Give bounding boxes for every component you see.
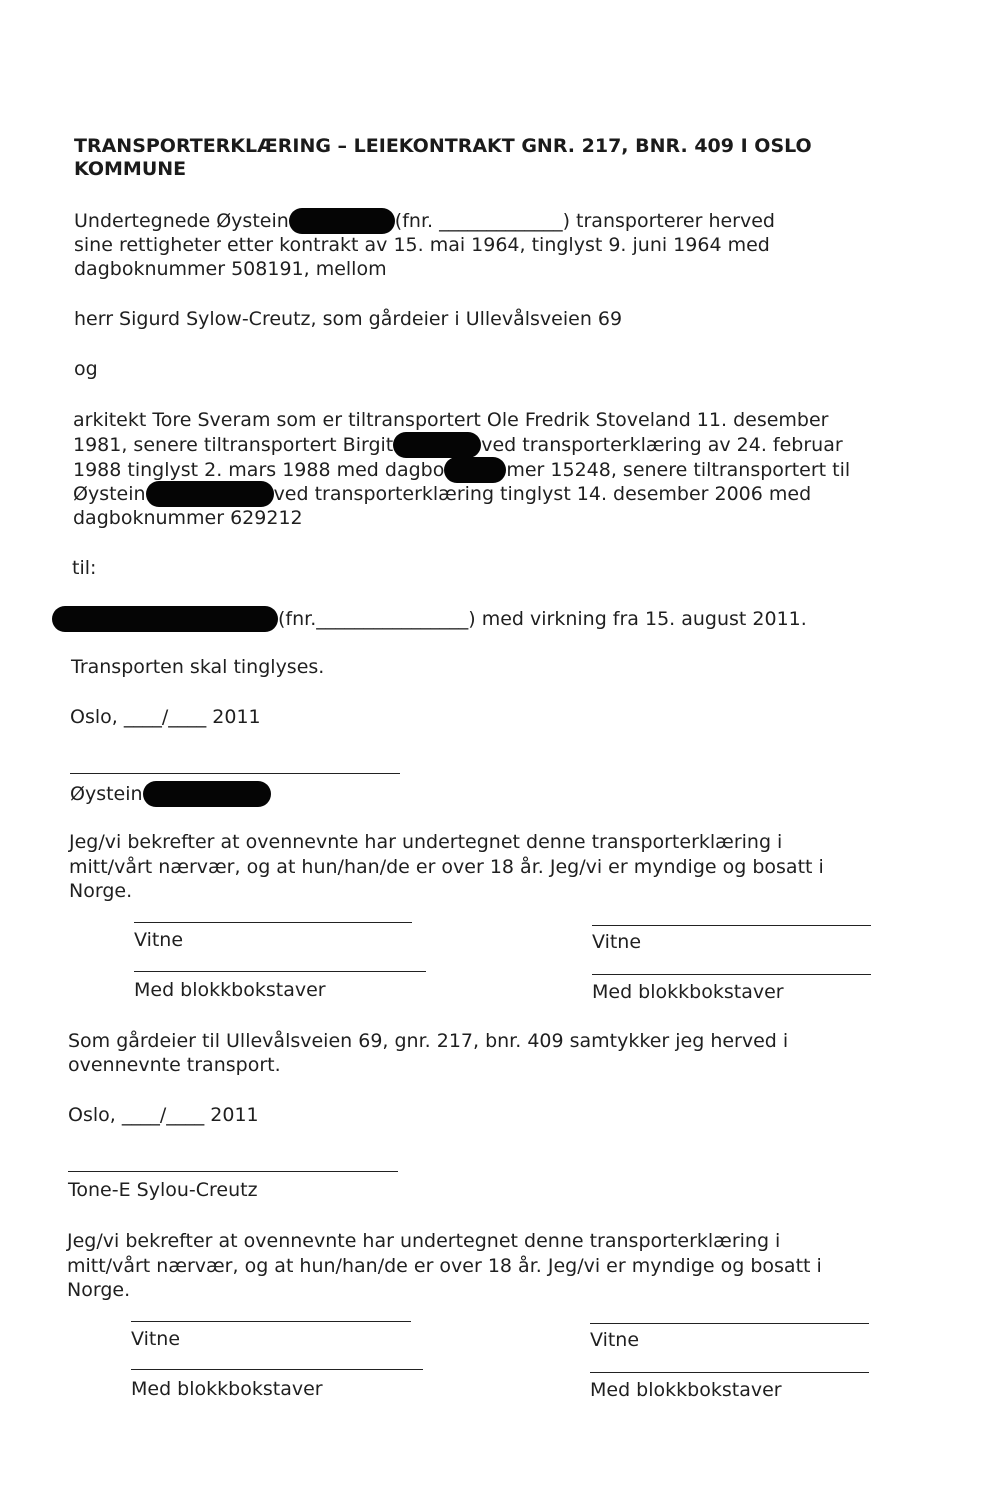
witness1-right-caps-line [592,974,871,975]
witness2-right-label: Vitne [590,1329,640,1351]
witness-text2-line3: Norge. [67,1279,131,1301]
witness1-left-caps-line [134,971,426,972]
witness1-left-caps-label: Med blokkbokstaver [134,979,326,1001]
witness-text2-line2: mitt/vårt nærvær, og at hun/han/de er over 18 år. Jeg/vi er myndige og bosatt i [67,1255,822,1277]
witness2-right-sign-line [590,1323,869,1324]
signer1-line [70,781,271,807]
signature-line-2 [68,1171,398,1172]
party2-line3-a: 1988 tinglyst 2. mars 1988 med dagbo [73,459,445,481]
witness2-left-sign-line [131,1321,411,1322]
witness2-right-caps-label: Med blokkbokstaver [590,1379,782,1401]
witness2-right-caps-line [590,1372,869,1373]
party2-line4-a: Øystein [73,483,146,505]
witness1-left-label: Vitne [134,929,184,951]
party2-line3-b: mer 15248, senere tiltransportert til [506,459,851,481]
witness-text1-line2: mitt/vårt nærvær, og at hun/han/de er over 18 år. Jeg/vi er myndige og bosatt i [69,856,824,878]
signer1-name: Øystein [70,783,143,805]
witness1-right-sign-line [592,925,871,926]
redaction [444,457,506,483]
og-text: og [74,358,98,380]
witness1-left-sign-line [134,922,412,923]
party1-text: herr Sigurd Sylow-Creutz, som gårdeier i Ullevålsveien 69 [74,308,623,330]
date1: Oslo, ____/____ 2011 [70,706,261,728]
document-title-line1: TRANSPORTERKLÆRING – LEIEKONTRAKT GNR. 217, BNR. 409 I OSLO [74,135,812,157]
redaction [146,481,274,507]
witness2-left-caps-line [131,1369,423,1370]
witness1-right-label: Vitne [592,931,642,953]
intro-text-b: (fnr. _____________) transporterer herved [394,210,775,232]
witness2-left-caps-label: Med blokkbokstaver [131,1378,323,1400]
consent-line2: ovennevnte transport. [68,1054,281,1076]
til-text: til: [72,557,97,579]
redaction [289,208,395,234]
redaction [52,606,278,632]
witness-text2-line1: Jeg/vi bekrefter at ovennevnte har undertegnet denne transporterklæring i [67,1230,781,1252]
witness2-left-label: Vitne [131,1328,181,1350]
redaction [143,781,271,807]
recipient-line [52,606,807,632]
party2-line2-b: ved transporterklæring av 24. februar [481,434,843,456]
party2-line1: arkitekt Tore Sveram som er tiltransportert Ole Fredrik Stoveland 11. desember [73,409,829,431]
party2-line3 [73,457,850,483]
signature-line-1 [70,773,400,774]
redaction [393,432,481,458]
party2-line4-b: ved transporterklæring tinglyst 14. desember 2006 med [273,483,812,505]
consent-line1: Som gårdeier til Ullevålsveien 69, gnr. 217, bnr. 409 samtykker jeg herved i [68,1030,789,1052]
intro-line2: sine rettigheter etter kontrakt av 15. mai 1964, tinglyst 9. juni 1964 med [74,234,770,256]
witness-text1-line1: Jeg/vi bekrefter at ovennevnte har undertegnet denne transporterklæring i [69,831,783,853]
recipient-text: (fnr.________________) med virkning fra 15. august 2011. [278,608,807,630]
party2-line2-a: 1981, senere tiltransportert Birgit [73,434,394,456]
date2: Oslo, ____/____ 2011 [68,1104,259,1126]
signer2-name: Tone-E Sylou-Creutz [68,1179,258,1201]
document-title-line2: KOMMUNE [74,158,187,180]
register-text: Transporten skal tinglyses. [71,656,325,678]
party2-line4 [73,481,811,507]
witness1-right-caps-label: Med blokkbokstaver [592,981,784,1003]
witness-text1-line3: Norge. [69,880,133,902]
party2-line2 [73,432,843,458]
party2-line5: dagboknummer 629212 [73,507,303,529]
intro-line1 [74,208,775,234]
intro-text-a: Undertegnede Øystein [74,210,289,232]
intro-line3: dagboknummer 508191, mellom [74,258,387,280]
